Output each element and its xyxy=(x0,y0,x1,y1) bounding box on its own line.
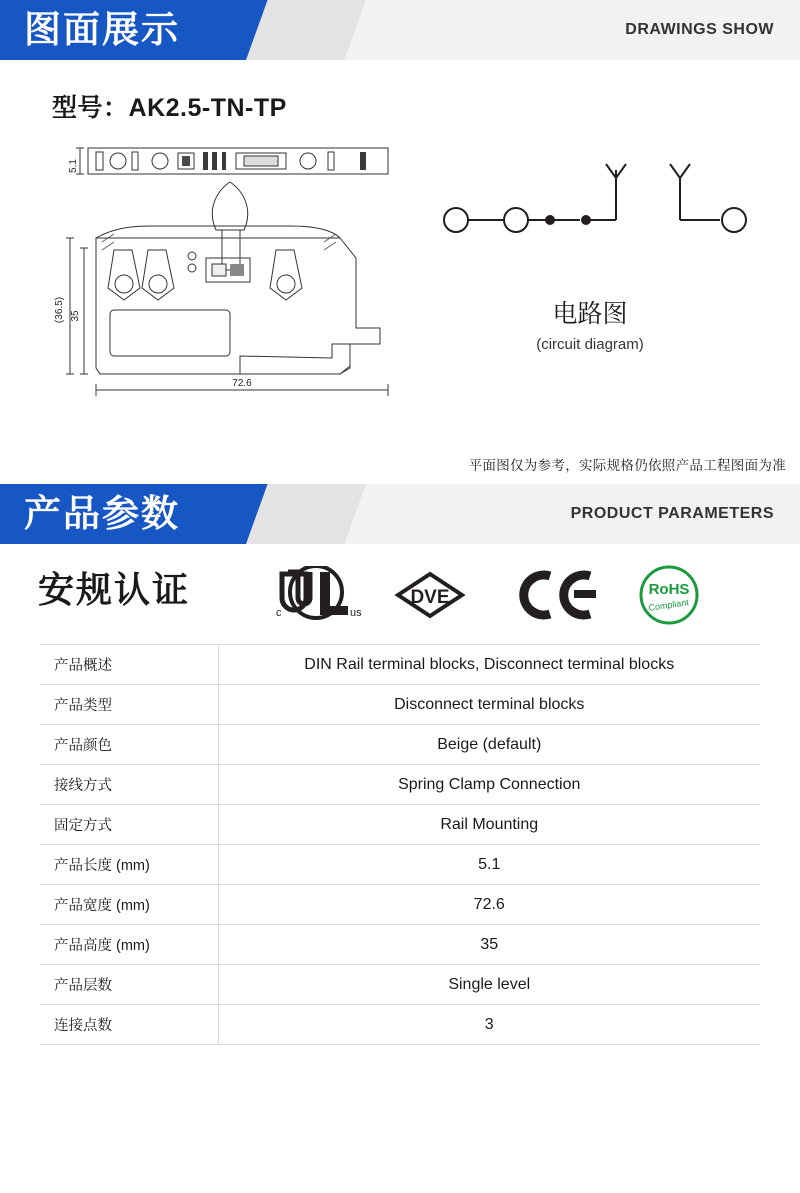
drawings-section-banner xyxy=(0,0,800,60)
circuit-diagram-label: 电路图 xyxy=(552,300,628,328)
table-row xyxy=(40,965,760,1005)
parameters-section-banner xyxy=(0,484,800,544)
section-subtitle-2: PRODUCT PARAMETERS xyxy=(570,505,774,522)
terminal-block-mechanical-drawing xyxy=(40,138,400,438)
certification-title: 安规认证 xyxy=(38,569,191,610)
parameter-label: 产品宽度 (mm) xyxy=(40,885,218,925)
drawing-disclaimer: 平面图仅为参考，实际规格仍依照产品工程图面为准 xyxy=(468,458,786,473)
parameter-value: 72.6 xyxy=(218,885,760,925)
parameter-label: 固定方式 xyxy=(40,805,218,845)
ul-left-letter: c xyxy=(276,607,282,619)
parameter-label: 产品颜色 xyxy=(40,725,218,765)
table-row xyxy=(40,885,760,925)
parameters-table xyxy=(40,644,760,1045)
parameter-label: 连接点数 xyxy=(40,1005,218,1045)
parameter-value: 3 xyxy=(218,1005,760,1045)
model-value: AK2.5-TN-TP xyxy=(128,94,287,122)
parameter-value: Single level xyxy=(218,965,760,1005)
circuit-diagram-graphic xyxy=(420,154,770,274)
table-row xyxy=(40,925,760,965)
ul-right-letter: us xyxy=(350,607,362,619)
svg-text:RoHS: RoHS xyxy=(648,581,690,598)
parameter-value: Spring Clamp Connection xyxy=(218,765,760,805)
parameter-value: Rail Mounting xyxy=(218,805,760,845)
ce-mark-icon xyxy=(512,568,600,622)
parameter-label: 产品层数 xyxy=(40,965,218,1005)
parameter-label: 产品概述 xyxy=(40,645,218,685)
table-row xyxy=(40,725,760,765)
table-row xyxy=(40,805,760,845)
parameter-label: 产品类型 xyxy=(40,685,218,725)
dim-5-1: 5.1 xyxy=(68,159,79,173)
vde-mark-icon xyxy=(392,570,468,620)
parameter-value: Disconnect terminal blocks xyxy=(218,685,760,725)
parameter-label: 接线方式 xyxy=(40,765,218,805)
section-subtitle: DRAWINGS SHOW xyxy=(625,21,774,38)
parameter-value: DIN Rail terminal blocks, Disconnect terminal blocks xyxy=(218,645,760,685)
svg-text:Compliant: Compliant xyxy=(647,597,690,613)
certification-row xyxy=(0,548,800,644)
drawing-area xyxy=(0,124,800,484)
dim-35: 35 xyxy=(70,310,81,322)
table-row xyxy=(40,1005,760,1045)
model-line xyxy=(52,88,800,124)
circuit-diagram-sublabel: (circuit diagram) xyxy=(536,336,644,353)
parameter-label: 产品高度 (mm) xyxy=(40,925,218,965)
model-label: 型号： xyxy=(52,94,129,122)
parameter-label: 产品长度 (mm) xyxy=(40,845,218,885)
section-title: 图面展示 xyxy=(24,9,180,50)
table-row xyxy=(40,765,760,805)
table-row xyxy=(40,645,760,685)
table-row xyxy=(40,845,760,885)
table-row xyxy=(40,685,760,725)
dim-36-5: (36.5) xyxy=(54,296,65,324)
parameter-value: 5.1 xyxy=(218,845,760,885)
ul-mark-icon xyxy=(270,566,370,624)
dim-72-6: 72.6 xyxy=(232,378,252,389)
svg-text:DVE: DVE xyxy=(410,587,450,608)
parameter-value: Beige (default) xyxy=(218,725,760,765)
parameter-value: 35 xyxy=(218,925,760,965)
rohs-mark-icon xyxy=(636,564,702,626)
section-title-2: 产品参数 xyxy=(24,493,180,534)
